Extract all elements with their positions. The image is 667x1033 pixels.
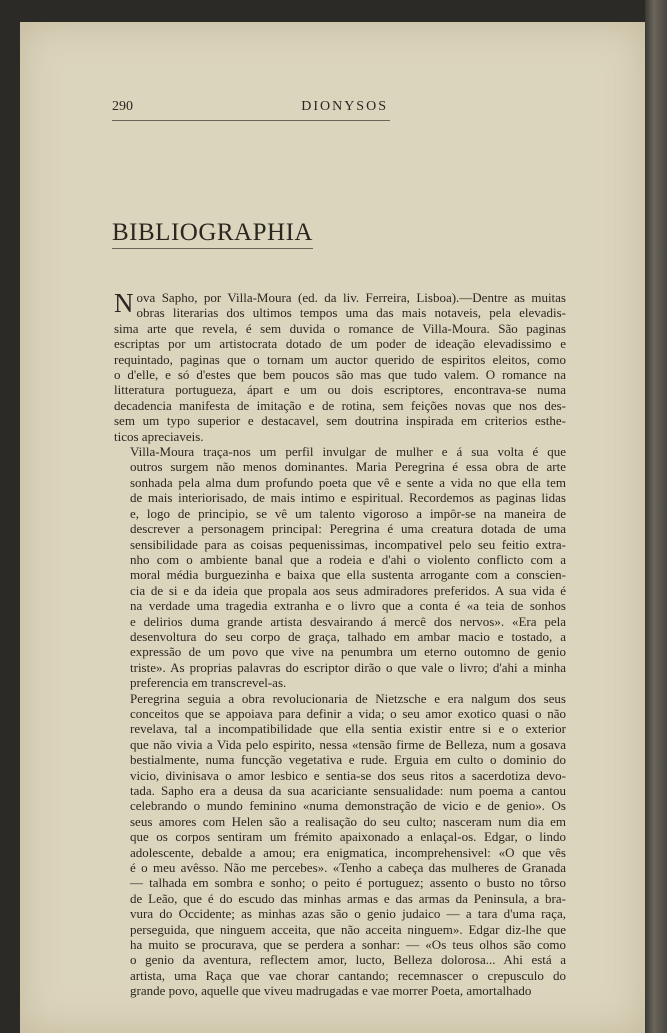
text-line: tada. Sapho era a deusa da sua acariciante sensualidade: num poema a cantou [130,783,566,798]
text-line: é o meu avêsso. Não me percebes». «Tenho a cabeça das mulheres de Granada [130,860,566,876]
text-line: celebrando o mundo feminino «numa demonstração de vicio e de genio». Os [130,798,566,814]
text-line: moral média burguezinha e baixa que ella sustenta arrogante com a conscien- [130,567,566,583]
text-line: ha muito se procurava, que se perdera a sonhar: — «Os teus olhos são como [130,937,566,953]
text-line: sonhada pela alma dum profundo poeta que vê e sente a vida no que ella tem [130,474,566,490]
text-line: Peregrina seguia a obra revolucionaria de Nietzsche e era nalgum dos seus [130,690,566,706]
page-number: 290 [112,99,133,114]
text-line: vura do Occidente; as minhas azas são o genio judaico — a tara d'uma raça, [130,906,566,922]
text-line: sem um typo superior e destacavel, sem doutrina inspirada em criterios esthe- [114,413,566,429]
text-line: que não vivia a Vida pelo espirito, nessa «tensão firme de Belleza, num a gosava [130,736,566,752]
text-line: ticos apreciaveis. [114,428,204,444]
text-line: conceitos que se appoiava para definir a vida; o seu amor exotico quasi o não [130,705,566,721]
text-line: artista, uma Raça que vae chorar cantando; recemnascer o crepusculo do [130,967,566,983]
text-line: grande povo, aquelle que viveu madrugadas e vae morrer Poeta, amortalhado [130,983,532,999]
text-line: expressão de um povo que vive na penumbra um eterno outomno de genio [130,644,566,660]
text-line: descrever a personagem principal: Peregrina é uma creatura dotada de uma [130,521,566,537]
running-title: DIONYSOS [301,99,388,114]
paragraph [114,444,566,691]
text-line: requintado, paginas que o tornam um auctor querido de espiritos eleitos, como [114,351,566,367]
text-line: desenvoltura do seu corpo de graça, talhado em ambar macio e tostado, a [130,628,566,644]
text-line: revelava, tal a incompatibilidade que ella sentia existir entre si e o exterior [130,721,566,737]
text-line: escriptas por um artistocrata dotado de um poder de ideação elevadissimo e [114,336,566,352]
text-line: seus amores com Helen são a realisação do seu culto; nasceram num dia em [130,813,566,829]
text-line: preferencia em transcrevel-as. [130,675,287,691]
text-line: de Leão, que é do escudo das minhas armas e das armas da Peninsula, a bra- [130,890,566,906]
body-text [114,290,566,999]
text-line: litteratura portugueza, ápart e um ou dois escriptores, encontrava-se numa [114,382,566,398]
drop-cap: N [114,288,134,318]
text-line: adolescente, debalde a amou; era enigmatica, incomprehensivel: «O que vês [130,844,566,860]
text-line: que os corpos sentiram um frémito apaixonado a enlaçal-os. Edgar, o lindo [130,829,566,845]
text-line: Villa-Moura traça-nos um perfil invulgar de mulher e á sua volta é que [130,444,566,460]
text-line: decadencia manifesta de imitação e de rotina, sem feições novas que nos des- [114,397,566,413]
section-title: BIBLIOGRAPHIA [112,219,313,249]
text-line: na verdade uma tragedia extranha e o livro que a conta é «a teia de sonhos [130,598,566,614]
text-line: sensibilidade para as coisas pequenissimas, incompativel pelo seu feitio extra- [130,536,566,552]
text-line: ova Sapho, por Villa-Moura (ed. da liv. Ferreira, Lisboa).—Dentre as muitas [136,290,566,305]
text-line: triste». As proprias palavras do escriptor dirão o que vale o livro; d'ahi a minha [130,659,566,675]
text-line: nho com o ambiente banal que a rodeia e d'ahi o violento conflicto com a [130,551,566,567]
text-line: obras literarias dos ultimos tempos uma das mais notaveis, pela elevadis- [136,305,566,321]
text-line: o d'elle, e só d'estes que bem poucos são mas que tudo valem. O romance na [114,367,566,383]
paragraph [114,691,566,999]
text-line: outros surgem não menos dominantes. Maria Peregrina é essa obra de arte [130,459,566,475]
text-line: bestialmente, numa funcção vegetativa e rude. Erguia em culto o dominio do [130,752,566,768]
text-line: — talhada em sombra e sonho; o peito é portuguez; assento o busto no tôrso [130,875,566,891]
text-line: sima arte que revela, é sem duvida o romance de Villa-Moura. São paginas [114,320,566,336]
paragraph [114,290,566,444]
page-edge [645,0,667,1033]
page-header [112,99,390,121]
text-line: de mais interiorisado, de mais intimo e espiritual. Recordemos as paginas lidas [130,490,566,506]
text-line: e delirios duma grande artista desvairando á mercê dos nervos». «Era pela [130,613,566,629]
text-line: cia de si e da ideia que propala aos seus admiradores preferidos. A sua vida é [130,582,566,598]
text-line: perseguida, que ninguem acceita, que não acceita ninguem». Edgar diz-lhe que [130,921,566,937]
text-line: vicio, divinisava o amor lesbico e sentia-se dos seus ritos a sacerdotiza devo- [130,767,566,783]
text-line: o genio da aventura, reflectem amor, lucto, Belleza dolorosa... Ahi está a [130,952,566,968]
text-line: e, logo de principio, se vê um talento vigoroso a impôr-se na maneira de [130,505,566,521]
